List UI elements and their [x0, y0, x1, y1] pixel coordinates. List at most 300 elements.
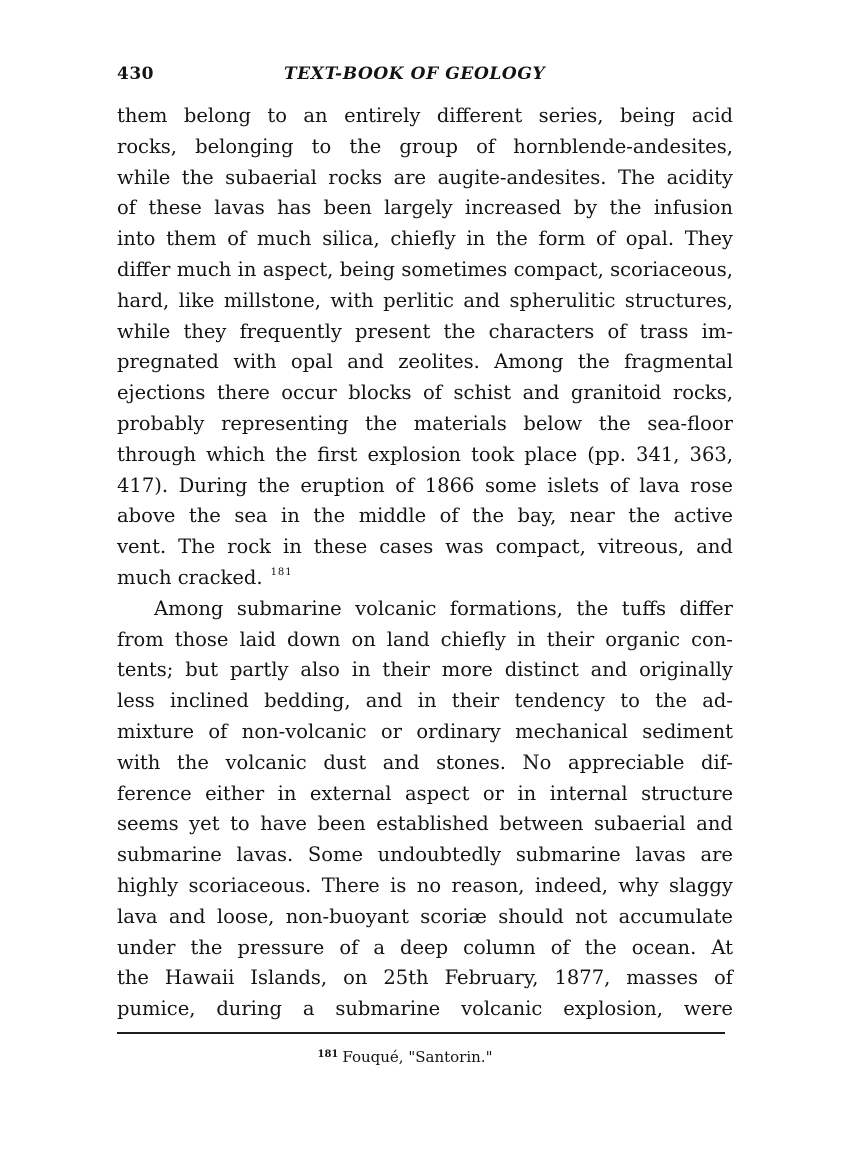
word: the — [365, 411, 398, 435]
word: of — [607, 319, 627, 343]
text-line — [117, 655, 733, 686]
word: less — [117, 689, 155, 713]
text-line — [117, 594, 733, 625]
word: belong — [183, 104, 251, 127]
word: indeed, — [534, 873, 608, 897]
word: probably — [117, 411, 205, 435]
word: pregnated — [117, 350, 219, 374]
word: appreciable — [567, 750, 685, 774]
word: structure — [641, 781, 733, 805]
word: the — [176, 750, 209, 774]
word: of — [476, 134, 496, 158]
text-line — [117, 378, 733, 409]
word: differ — [679, 596, 733, 620]
word: seems — [117, 812, 179, 836]
paragraph-1 — [117, 101, 733, 563]
word: rose — [690, 473, 733, 497]
word: the — [655, 689, 687, 713]
word: granitoid — [570, 381, 662, 405]
word: inclined — [170, 689, 249, 713]
word: were — [683, 997, 733, 1021]
word: their — [382, 658, 430, 682]
word: and — [696, 812, 733, 836]
text-line — [117, 347, 733, 378]
word: dif- — [701, 750, 733, 774]
word: sea-floor — [647, 411, 733, 435]
word: submarine — [515, 843, 621, 867]
word: ejections — [117, 381, 206, 405]
word: opal — [290, 350, 333, 374]
word: rocks, — [117, 134, 178, 158]
word: Hawaii — [164, 966, 235, 990]
word: infusion — [653, 196, 733, 220]
word: chiefly — [390, 227, 456, 251]
word: subaerial — [594, 812, 686, 836]
text-line — [117, 686, 733, 717]
word: and — [590, 658, 628, 682]
word: the — [598, 411, 631, 435]
word: materials — [413, 411, 507, 435]
word: has — [277, 196, 312, 220]
word: aspect — [405, 781, 470, 805]
word: tendency — [514, 689, 605, 713]
page-number: 430 — [117, 64, 154, 84]
word: and — [463, 288, 501, 312]
word: cases — [379, 535, 434, 559]
word: silica, — [322, 227, 380, 251]
word: highly — [117, 873, 179, 897]
word: hard, — [117, 288, 170, 312]
word: augite-andesites. — [437, 165, 607, 189]
word: Among — [154, 596, 224, 620]
word: their — [546, 627, 595, 651]
word: of — [117, 196, 136, 220]
word: acidity — [666, 165, 733, 189]
word: group — [399, 134, 459, 158]
word: series, — [538, 104, 604, 127]
word: was — [445, 535, 484, 559]
word: reason, — [451, 873, 525, 897]
word: volcanic — [461, 997, 543, 1021]
word: and — [365, 689, 403, 713]
word: opal. — [625, 227, 675, 251]
word: internal — [549, 781, 628, 805]
word: submarine — [117, 843, 222, 867]
word: to — [230, 812, 250, 836]
word: lavas — [635, 843, 686, 867]
book-page — [117, 58, 733, 1066]
word: are — [393, 165, 427, 189]
word: organic — [605, 627, 681, 651]
word: tents; — [117, 658, 174, 682]
word: the — [181, 165, 214, 189]
word: them — [166, 227, 217, 251]
word: dust — [323, 750, 367, 774]
word: zeolites. — [398, 350, 480, 374]
word: compact, — [495, 535, 586, 559]
word: At — [711, 935, 733, 959]
text-line — [117, 779, 733, 810]
word: explosion, — [563, 997, 663, 1021]
word: formations, — [449, 596, 563, 620]
word: like — [178, 288, 215, 312]
word: the — [190, 935, 223, 959]
word: under — [117, 935, 176, 959]
word: the — [349, 134, 382, 158]
word: to — [311, 134, 332, 158]
word: the — [443, 319, 476, 343]
word: occur — [281, 381, 337, 405]
word: laid — [239, 627, 277, 651]
footnote-mark: 181 — [317, 1048, 339, 1060]
word: in — [237, 257, 257, 281]
word: millstone, — [223, 288, 321, 312]
word: first — [317, 442, 358, 466]
word: being — [339, 257, 396, 281]
word: sometimes — [401, 257, 508, 281]
word: characters — [488, 319, 595, 343]
text-line — [117, 717, 733, 748]
word: of — [395, 473, 415, 497]
text-line — [117, 440, 733, 471]
word: 1866 — [424, 473, 475, 497]
word: vent. — [117, 535, 167, 559]
word: the — [257, 473, 290, 497]
word: non-buoyant — [285, 904, 409, 928]
word: have — [260, 812, 307, 836]
word: these — [148, 196, 202, 220]
word: in — [280, 504, 300, 528]
word: below — [523, 411, 583, 435]
word: sediment — [642, 719, 733, 743]
word: above — [117, 504, 176, 528]
word: a — [302, 997, 315, 1021]
footnote-divider — [117, 1032, 725, 1034]
text-line — [117, 409, 733, 440]
word: different — [436, 104, 523, 127]
word: differ — [117, 257, 171, 281]
word: originally — [639, 658, 733, 682]
word: bay, — [517, 504, 557, 528]
word: schist — [453, 381, 512, 405]
word: down — [287, 627, 341, 651]
word: and — [347, 350, 384, 374]
word: during — [216, 997, 282, 1021]
word: the — [495, 227, 528, 251]
running-title: TEXT-BOOK OF GEOLOGY — [284, 64, 546, 84]
word: some — [484, 473, 537, 497]
word: to — [267, 104, 287, 127]
text-line — [117, 501, 733, 532]
text-line — [117, 286, 733, 317]
word: the — [275, 442, 308, 466]
text-line — [117, 255, 733, 286]
word: in — [277, 781, 297, 805]
word: the — [577, 350, 610, 374]
word: either — [205, 781, 265, 805]
word: trass — [639, 319, 689, 343]
word: into — [117, 227, 156, 251]
word: by — [573, 196, 598, 220]
word: 1877, — [554, 966, 611, 990]
word: pressure — [237, 935, 325, 959]
word: acid — [691, 104, 733, 127]
word: the — [609, 196, 642, 220]
word: rock — [227, 535, 272, 559]
text-line — [117, 625, 733, 656]
word: while — [117, 165, 171, 189]
footnote — [117, 1048, 733, 1066]
word: near — [569, 504, 615, 528]
word: accumulate — [618, 904, 733, 928]
word: scoriaceous, — [610, 257, 733, 281]
body-text — [117, 101, 733, 1025]
word: active — [673, 504, 733, 528]
word: volcanic — [225, 750, 307, 774]
word: con- — [691, 627, 733, 651]
word: is — [390, 873, 407, 897]
text-line — [117, 471, 733, 502]
word: 25th — [383, 966, 429, 990]
word: mechanical — [515, 719, 628, 743]
word: should — [498, 904, 564, 928]
word: subaerial — [225, 165, 317, 189]
word: 363, — [689, 442, 733, 466]
paragraph-2 — [117, 594, 733, 1025]
word: and — [522, 381, 560, 405]
word: while — [117, 319, 171, 343]
word: through — [117, 442, 197, 466]
word: belonging — [195, 134, 294, 158]
word: more — [441, 658, 493, 682]
word: pumice, — [117, 997, 196, 1021]
word: of — [208, 719, 228, 743]
word: which — [206, 442, 266, 466]
word: hornblende-andesites, — [513, 134, 733, 158]
word: the — [472, 504, 505, 528]
word: a — [373, 935, 385, 959]
word: of — [609, 473, 629, 497]
word: in — [351, 658, 371, 682]
running-head — [117, 58, 733, 92]
word: eruption — [300, 473, 385, 497]
word: ordinary — [416, 719, 501, 743]
word: They — [684, 227, 733, 251]
word: there — [216, 381, 270, 405]
word: structures, — [624, 288, 733, 312]
word: in — [282, 535, 302, 559]
word: not — [575, 904, 608, 928]
word: on — [351, 627, 376, 651]
word: spherulitic — [509, 288, 616, 312]
word: they — [183, 319, 227, 343]
word: scoriæ — [420, 904, 487, 928]
word: islets — [547, 473, 600, 497]
word: being — [619, 104, 676, 127]
word: established — [376, 812, 489, 836]
word: the — [188, 504, 221, 528]
word: the — [576, 596, 609, 620]
word: those — [174, 627, 229, 651]
footnote-text: Fouqué, "Santorin." — [342, 1047, 493, 1066]
word: the — [117, 966, 149, 990]
word: fragmental — [624, 350, 733, 374]
word: masses — [626, 966, 698, 990]
text-line — [117, 902, 733, 933]
word: or — [482, 781, 504, 805]
text-line — [117, 163, 733, 194]
word: There — [321, 873, 380, 897]
word: aspect, — [262, 257, 334, 281]
word: of — [596, 227, 616, 251]
text-line — [117, 132, 733, 163]
word: external — [309, 781, 392, 805]
text-line — [117, 933, 733, 964]
word: The — [617, 165, 656, 189]
word: bedding, — [264, 689, 351, 713]
word: from — [117, 627, 164, 651]
word: and — [696, 535, 733, 559]
word: explosion — [367, 442, 461, 466]
word: and — [168, 904, 206, 928]
word: largely — [384, 196, 453, 220]
word: the — [313, 504, 346, 528]
text-line — [117, 224, 733, 255]
word: column — [463, 935, 536, 959]
word: of — [550, 935, 570, 959]
word: non-volcanic — [241, 719, 367, 743]
word: slaggy — [669, 873, 733, 897]
word: with — [117, 750, 161, 774]
word: of — [423, 381, 443, 405]
word: why — [618, 873, 659, 897]
text-line — [117, 871, 733, 902]
word: in — [417, 689, 437, 713]
word: land — [386, 627, 430, 651]
word: and — [382, 750, 420, 774]
word: are — [700, 843, 733, 867]
word: place — [524, 442, 578, 466]
word: with — [330, 288, 374, 312]
word: blocks — [348, 381, 412, 405]
word: an — [303, 104, 328, 127]
word: of — [339, 935, 359, 959]
word: im- — [701, 319, 733, 343]
word: compact, — [513, 257, 604, 281]
word: 341, — [636, 442, 680, 466]
word: During — [178, 473, 248, 497]
word: of — [439, 504, 459, 528]
word: rocks — [328, 165, 383, 189]
word: on — [343, 966, 368, 990]
word: entirely — [344, 104, 421, 127]
word: been — [323, 196, 372, 220]
word: present — [355, 319, 431, 343]
word: lava — [117, 904, 158, 928]
word: mixture — [117, 719, 194, 743]
word: Islands, — [250, 966, 328, 990]
word: chiefly — [440, 627, 506, 651]
word: been — [317, 812, 366, 836]
footnote-reference[interactable]: 181 — [270, 566, 293, 578]
word: increased — [465, 196, 562, 220]
word: volcanic — [355, 596, 437, 620]
word: in — [517, 781, 537, 805]
text-line: much cracked. — [117, 565, 263, 589]
word: them — [117, 104, 168, 127]
word: of — [227, 227, 247, 251]
word: undoubtedly — [377, 843, 502, 867]
word: scoriaceous. — [188, 873, 312, 897]
word: Among — [494, 350, 564, 374]
text-line — [117, 994, 733, 1025]
word: frequently — [239, 319, 342, 343]
word: 417). — [117, 473, 169, 497]
word: the — [628, 504, 661, 528]
word: also — [300, 658, 340, 682]
word: tuffs — [621, 596, 667, 620]
text-line — [117, 963, 733, 994]
word: No — [522, 750, 552, 774]
word: lavas. — [236, 843, 294, 867]
word: stones. — [436, 750, 506, 774]
word: loose, — [216, 904, 275, 928]
text-line — [117, 748, 733, 779]
word: their — [451, 689, 500, 713]
word: but — [185, 658, 219, 682]
text-line — [117, 809, 733, 840]
word: form — [538, 227, 586, 251]
word: ocean. — [631, 935, 697, 959]
word: ference — [117, 781, 192, 805]
text-line — [117, 317, 733, 348]
word: much — [256, 227, 312, 251]
word: middle — [358, 504, 427, 528]
word: The — [178, 535, 216, 559]
word: representing — [221, 411, 349, 435]
word: partly — [229, 658, 289, 682]
text-line — [117, 532, 733, 563]
word: or — [380, 719, 402, 743]
word: much — [176, 257, 232, 281]
paragraph-1-last-line — [117, 563, 733, 594]
word: deep — [400, 935, 449, 959]
word: lava — [639, 473, 680, 497]
word: with — [233, 350, 277, 374]
word: the — [584, 935, 617, 959]
word: submarine — [236, 596, 342, 620]
word: rocks, — [672, 381, 733, 405]
word: took — [471, 442, 515, 466]
word: yet — [189, 812, 220, 836]
word: these — [313, 535, 368, 559]
word: to — [620, 689, 640, 713]
text-line — [117, 101, 733, 132]
text-line — [117, 193, 733, 224]
word: Some — [307, 843, 363, 867]
word: distinct — [504, 658, 579, 682]
text-line — [117, 840, 733, 871]
word: (pp. — [587, 442, 626, 466]
word: in — [466, 227, 486, 251]
word: no — [416, 873, 442, 897]
word: February, — [444, 966, 539, 990]
word: in — [516, 627, 536, 651]
word: between — [499, 812, 584, 836]
word: submarine — [335, 997, 441, 1021]
word: of — [713, 966, 733, 990]
word: vitreous, — [597, 535, 685, 559]
